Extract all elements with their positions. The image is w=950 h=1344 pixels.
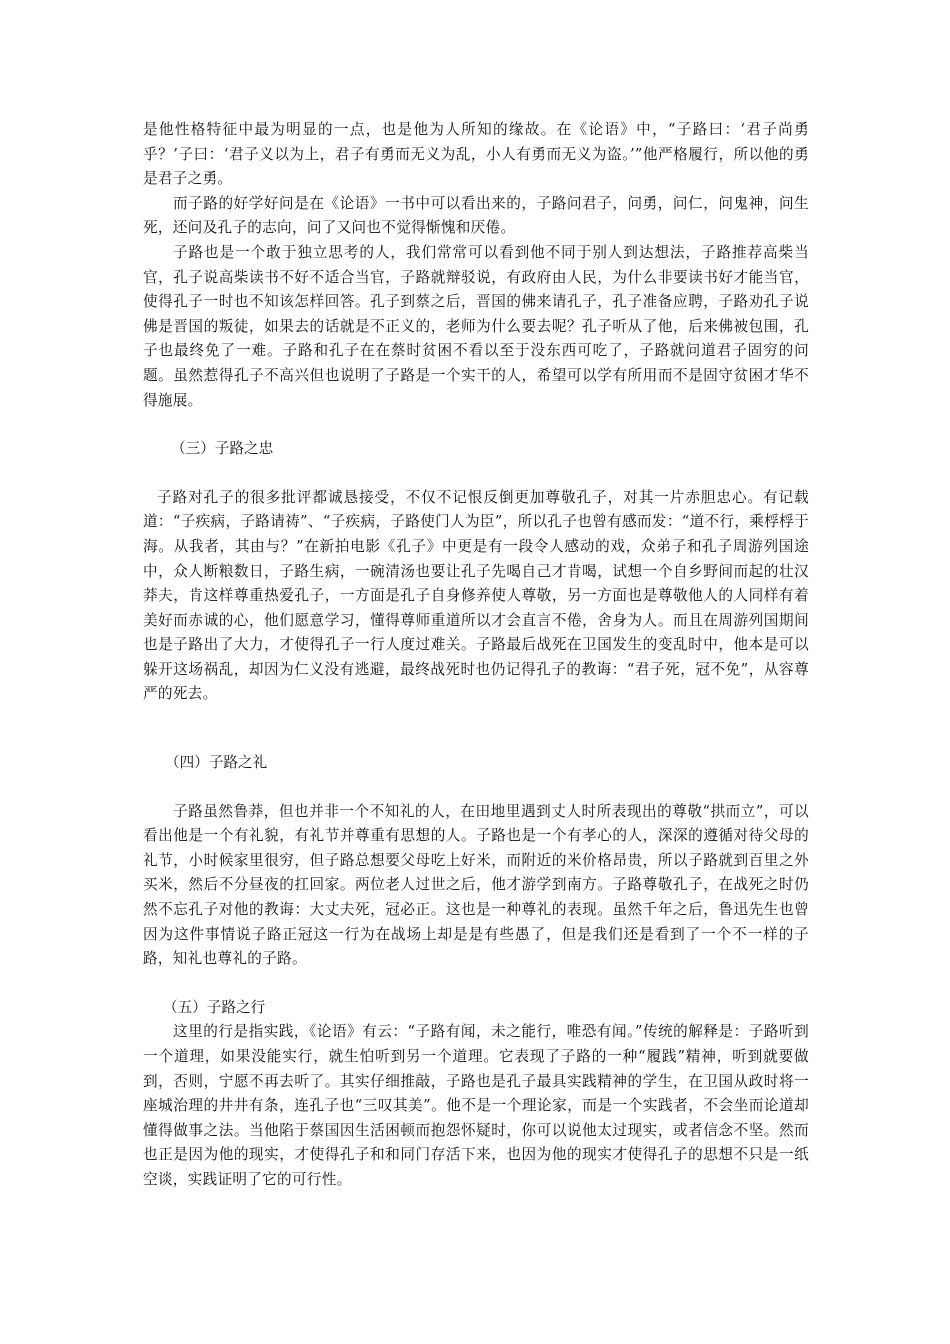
paragraph-etiquette: 子路虽然鲁莽，但也并非一个不知礼的人，在田地里遇到丈人时所表现出的尊敬“拱而立”，可以看出他是一个有礼貌，有礼节并尊重有思想的人。子路也是一个有孝心的人，深深的遵循对待父母的礼节，小时候家里很穷，但子路总想要父母吃上好米，而附近的米价格昂贵，所以子路就到百里之外买米，然后不分昼夜的扛回家。两位老人过世之后，他才游学到南方。子路尊敬孔子，在战死之时仍然不忘孔子对他的教诲：大丈夫死，冠必正。这也是一种尊礼的表现。虽然千年之后，鲁迅先生也曾因为这件事情说子路正冠这一行为在战场上却是是有些愚了，但是我们还是看到了一个不一样的子路，知礼也尊礼的子路。	[143, 802, 809, 968]
spacer	[143, 462, 809, 486]
section-heading-etiquette: （四）子路之礼	[165, 754, 268, 772]
spacer	[143, 972, 809, 996]
paragraph-practice: 这里的行是指实践，《论语》有云：“子路有闻，未之能行，唯恐有闻。”传统的解释是：子路听到一个道理，如果没能实行，就生怕听到另一个道理。它表现了子路的一种“履践”精神，听到就要做到，否则，宁愿不再去听了。其实仔细推敲，子路也是孔子最具实践精神的学生，在卫国从政时将一座城治理的井井有条，连孔子也“三叹其美”。他不是一个理论家，而是一个实践者，不会坐而论道却懂得做事之法。当他陷于蔡国因生活困顿而抱怨怀疑时，你可以说他太过现实，或者信念不坚。然而也正是因为他的现实，才使得孔子和和同门存活下来，也因为他的现实才使得孔子的思想不只是一纸空谈，实践证明了它的可行性。	[143, 1023, 809, 1188]
section-heading-practice: （五）子路之行	[163, 998, 266, 1016]
section-heading-loyalty: （三）子路之忠	[171, 440, 274, 458]
spacer	[143, 413, 809, 437]
paragraph-courage-conclusion: 是他性格特征中最为明显的一点，也是他为人所知的缘故。在《论语》中，“子路曰：‘君子尚勇乎？’子曰：‘君子义以为上，君子有勇而无义为乱，小人有勇而无义为盗。’”他严格履行，所以他的勇是君子之勇。	[143, 121, 809, 188]
paragraph-independent-thinking: 子路也是一个敢于独立思考的人，我们常常可以看到他不同于别人到达想法，子路推荐高柴当官，孔子说高柴读书不好不适合当官，子路就辩驳说，有政府由人民，为什么非要读书好才能当官，使得孔子一时也不知该怎样回答。孔子到蔡之后，晋国的佛来请孔子，孔子准备应聘，子路劝孔子说佛是晋国的叛徒，如果去的话就是不正义的，老师为什么要去呢？孔子听从了他，后来佛被包围，孔子也最终免了一难。子路和孔子在在蔡时贫困不看以至于没东西可吃了，子路就问道君子固穷的问题。虽然惹得孔子不高兴但也说明了子路是一个实干的人，希望可以学有所用而不是固守贫困才华不得施展。	[143, 243, 809, 409]
paragraph-loyalty: 子路对孔子的很多批评都诚恳接受，不仅不记恨反倒更加尊敬孔子，对其一片赤胆忠心。有记载道：“子疾病，子路请祷”、“子疾病，子路使门人为臣”，所以孔子也曾有感而发：“道不行，乘桴桴于海。从我者，其由与？”在新拍电影《孔子》中更是有一段令人感动的戏，众弟子和孔子周游列国途中，众人断粮数日，子路生病，一碗清汤也要让孔子先喝自己才肯喝，试想一个自乡野间而起的壮汉莽夫，肯这样尊重热爱孔子，一方面是孔子自身修养使人尊敬，另一方面也是尊敬他人的人同样有着美好而赤诚的心，他们愿意学习，懂得尊师重道所以才会直言不倦，舍身为人。而且在周游列国期间也是子路出了大力，才使得孔子一行人度过难关。子路最后战死在卫国发生的变乱时中，他本是可以躲开这场祸乱，却因为仁义没有逃避，最终战死时也仍记得孔子的教诲：“君子死，冠不免”，从容尊严的死去。	[143, 488, 809, 703]
spacer	[143, 776, 809, 800]
document-page	[143, 118, 809, 1193]
paragraph-studious: 而子路的好学好问是在《论语》一书中可以看出来的，子路问君子，问勇，问仁，问鬼神，问生死，还问及孔子的志向，问了又问也不觉得惭愧和厌倦。	[143, 194, 809, 237]
spacer	[143, 707, 809, 751]
